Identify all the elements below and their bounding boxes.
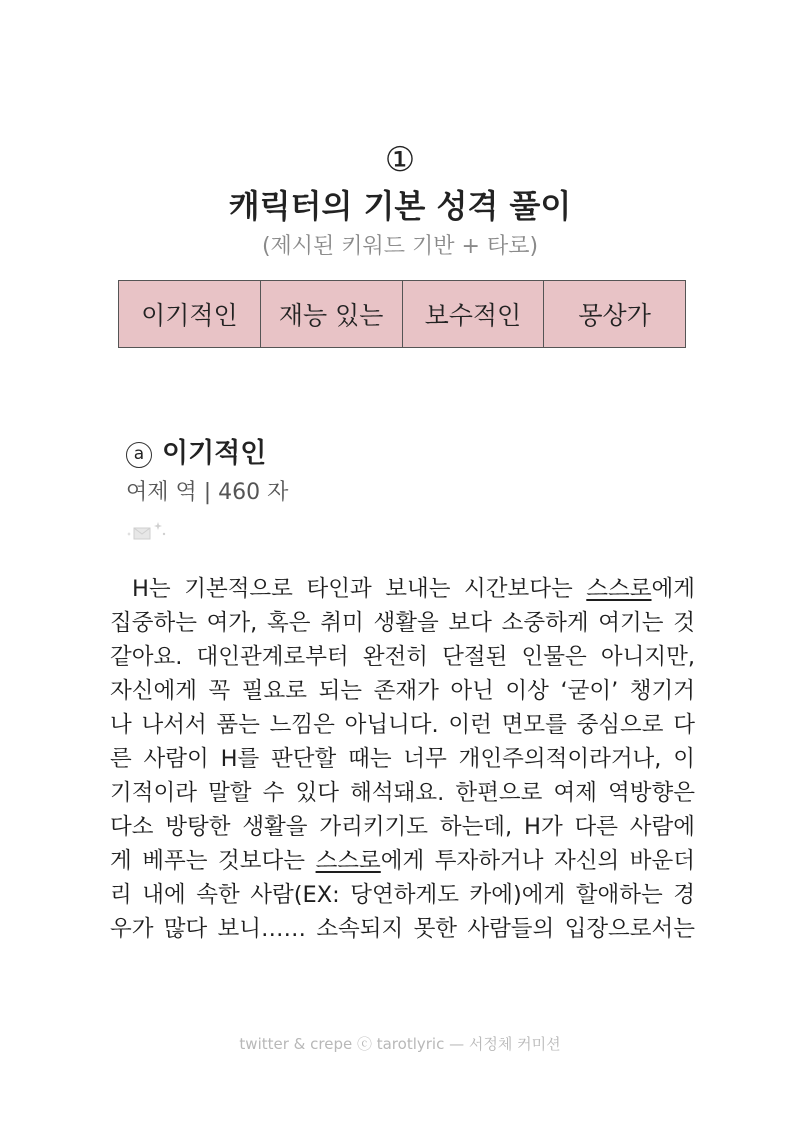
body-line-text: 기적이라 말할 수 있다 해석돼요. 한편으로 여제 역방향은	[110, 780, 695, 806]
body-text	[110, 572, 695, 946]
keyword-cell: 재능 있는	[260, 281, 402, 347]
body-line	[110, 810, 695, 844]
body-line-text: 에게 투자하거나 자신의 바운더	[380, 848, 696, 874]
envelope-sparkle-icon	[126, 518, 172, 544]
body-line	[110, 844, 695, 878]
body-line-text: 른 사람이 H를 판단할 때는 너무 개인주의적이라거나, 이	[110, 746, 695, 772]
body-line-text: 게 베푸는 것보다는	[110, 848, 316, 874]
body-line-text: 리 내에 속한 사람(EX: 당연하게도 카에)에게 할애하는 경	[110, 882, 695, 908]
body-line	[110, 640, 695, 674]
underlined-word: 스스로	[586, 576, 652, 602]
body-line-text: 같아요. 대인관계로부터 완전히 단절된 인물은 아니지만,	[110, 644, 695, 670]
footer-credit: twitter & crepe ⓒ tarotlyric — 서정체 커미션	[239, 1035, 561, 1053]
body-line	[110, 912, 695, 946]
body-line	[110, 606, 695, 640]
section-meta: 여제 역 | 460 자	[126, 480, 289, 505]
keyword-cell: 몽상가	[543, 281, 685, 347]
body-line	[110, 776, 695, 810]
keyword-table	[118, 280, 686, 348]
underlined-word: 스스로	[315, 848, 381, 874]
keyword-cell: 이기적인	[141, 301, 238, 330]
body-line	[110, 674, 695, 708]
section-badge: a	[126, 442, 152, 468]
body-line-text: 자신에게 꼭 필요로 되는 존재가 아닌 이상 ‘굳이’ 챙기거	[110, 678, 695, 704]
section-number: ①	[384, 140, 416, 180]
body-line	[110, 878, 695, 912]
body-line	[110, 572, 695, 606]
body-line	[110, 708, 695, 742]
body-line-text: 집중하는 여가, 혹은 취미 생활을 보다 소중하게 여기는 것	[110, 610, 695, 636]
page-title: 캐릭터의 기본 성격 풀이	[228, 187, 572, 225]
section-title: 이기적인	[162, 438, 267, 469]
body-line-text: H는 기본적으로 타인과 보내는 시간보다는	[132, 576, 587, 602]
section-heading	[126, 436, 266, 472]
keyword-cell: 보수적인	[402, 281, 544, 347]
body-line-text: 나 나서서 품는 느낌은 아닙니다. 이런 면모를 중심으로 다	[110, 712, 695, 738]
body-line-text: 다소 방탕한 생활을 가리키기도 하는데, H가 다른 사람에	[110, 814, 695, 840]
page-subtitle: (제시된 키워드 기반 + 타로)	[261, 234, 539, 259]
body-line	[110, 742, 695, 776]
body-line-text: 우가 많다 보니…… 소속되지 못한 사람들의 입장으로서는	[110, 916, 695, 942]
body-line-text: 에게	[651, 576, 695, 602]
